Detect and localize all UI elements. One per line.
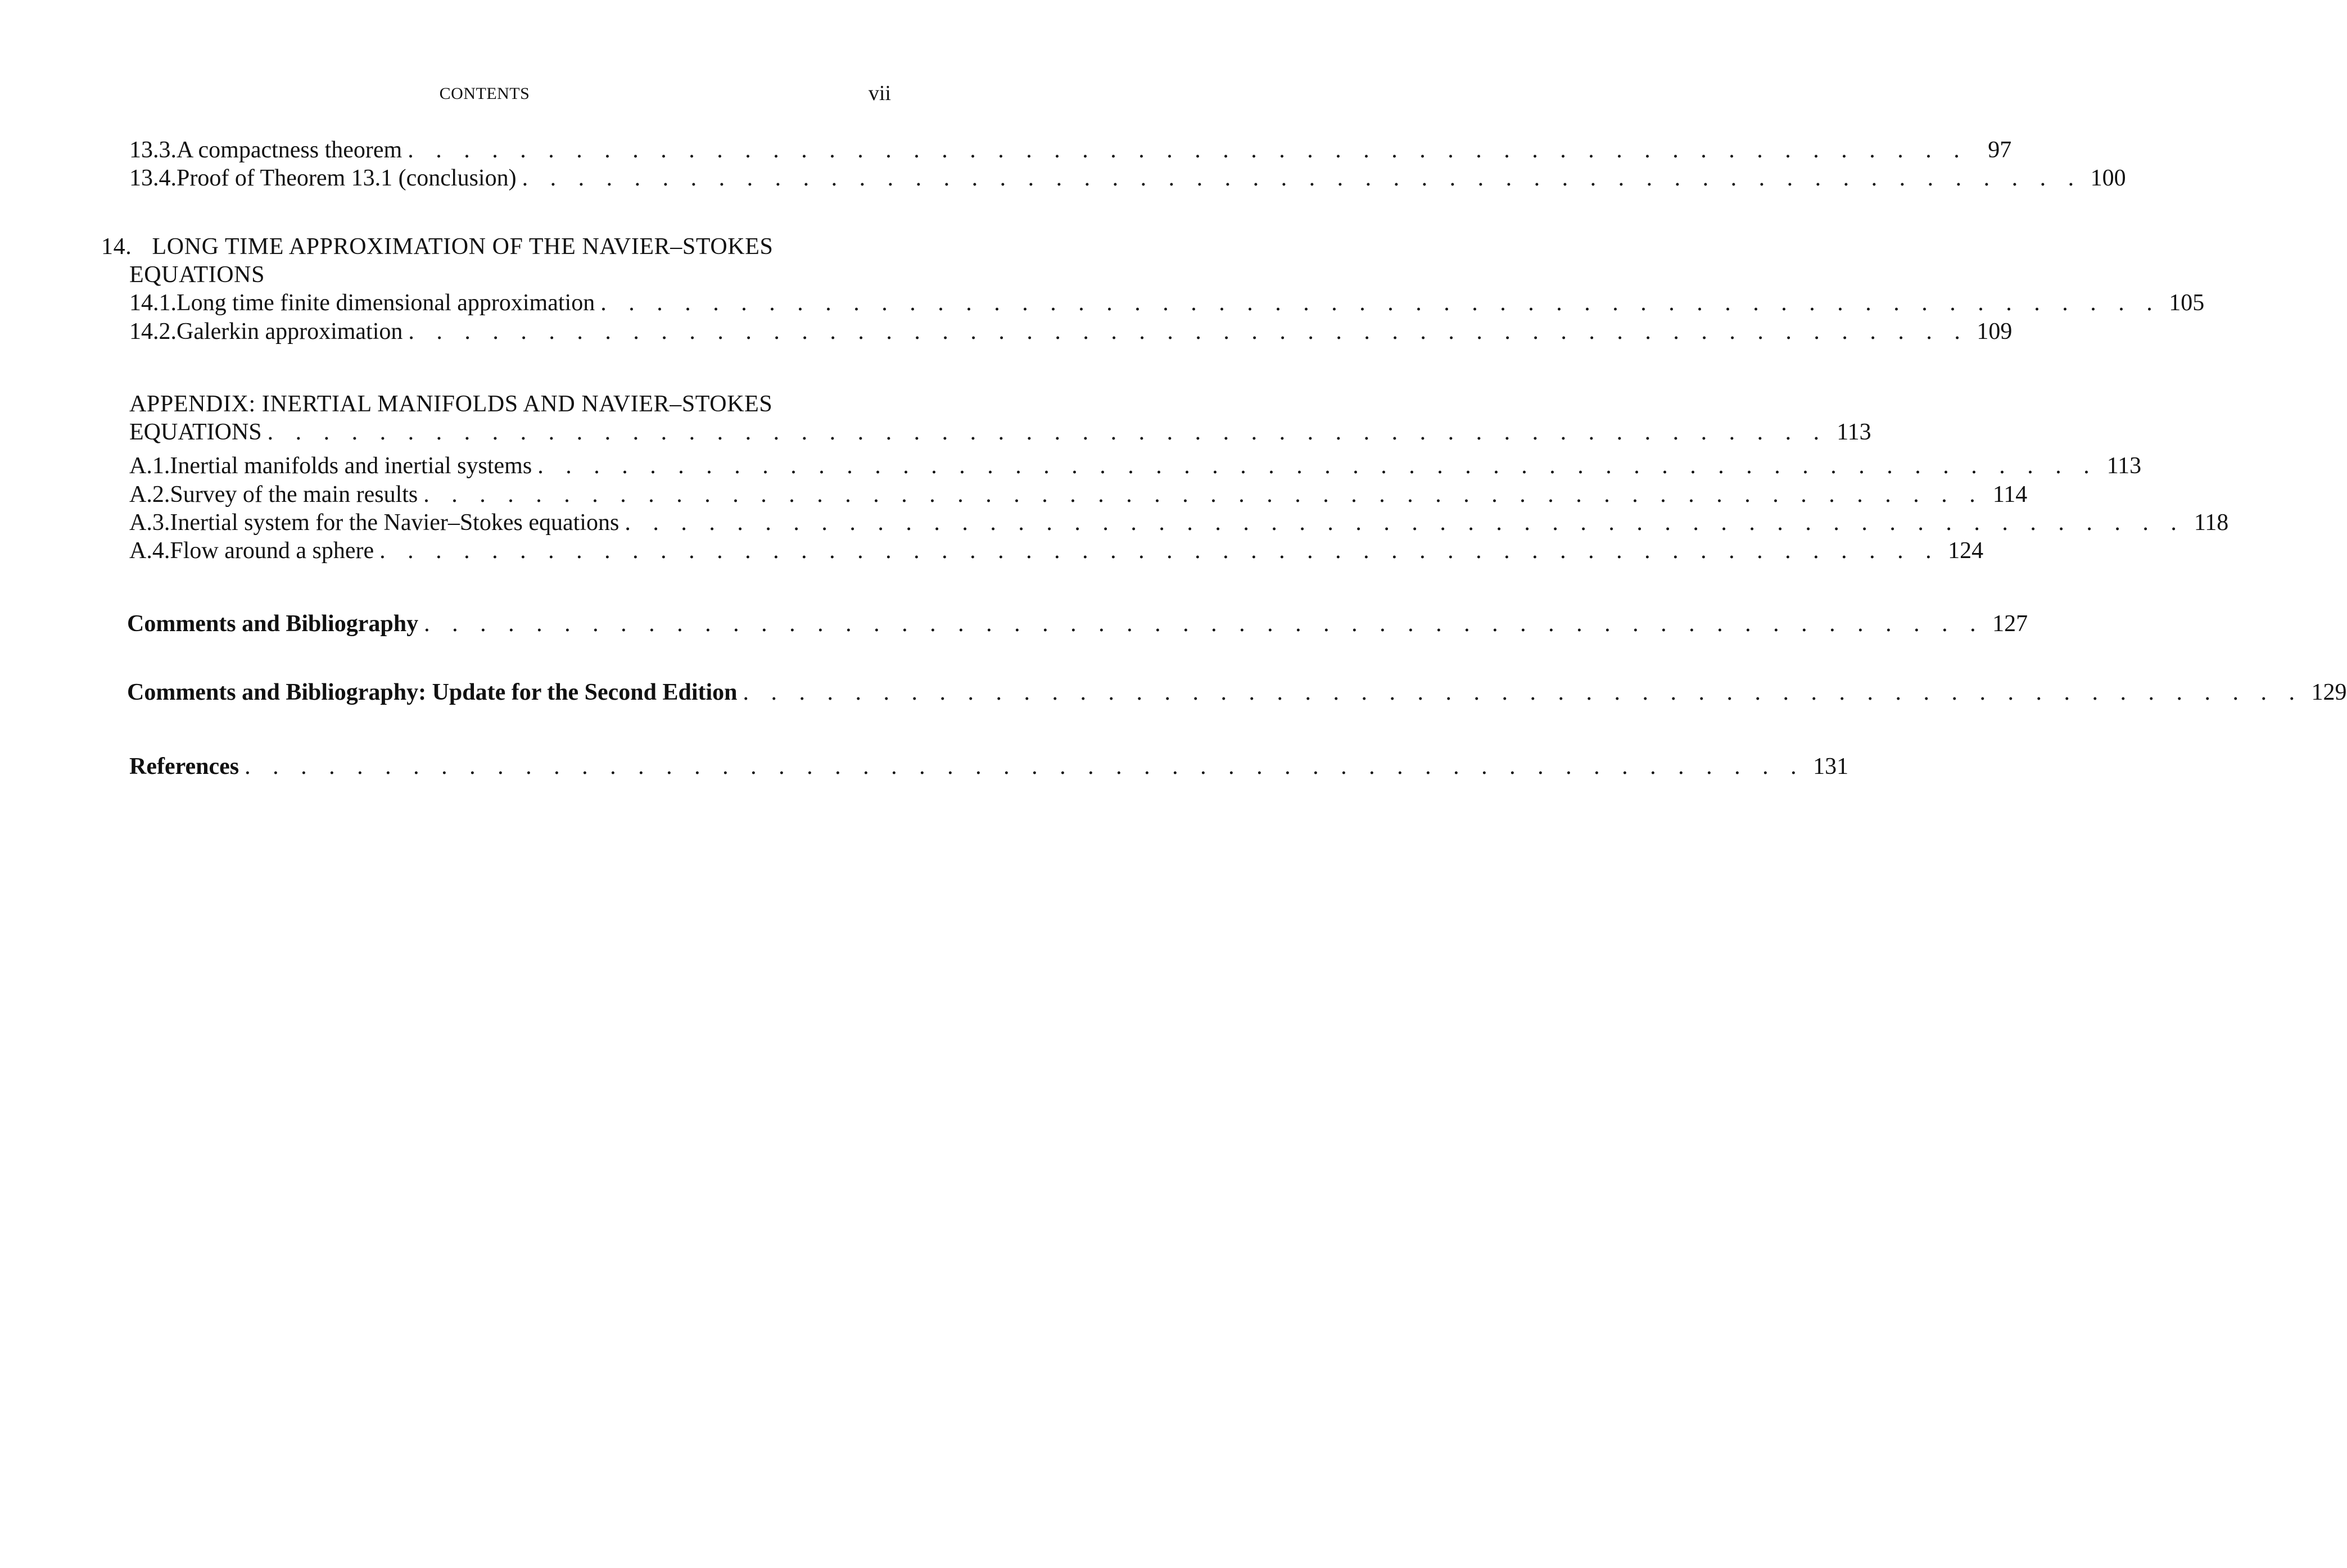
section-page: 100 <box>2090 165 2126 191</box>
section-number: A.3. <box>129 510 170 536</box>
leader-dots: . . . . . . . . . . . . . . . . . . . . . . . . . . . . . . . . . . . . . . . . . . . . . . . . . . . . . . . . <box>537 453 2098 479</box>
running-title: CONTENTS <box>439 84 530 103</box>
section-title: Long time finite dimensional approximation <box>177 290 595 316</box>
section-page: 124 <box>1948 538 1984 564</box>
section-title: Galerkin approximation <box>177 319 403 345</box>
section-title: Flow around a sphere <box>170 538 374 564</box>
appendix-title-line-1: APPENDIX: INERTIAL MANIFOLDS AND NAVIER–STOKES <box>129 391 773 417</box>
chapter-14-heading[interactable] <box>101 233 773 261</box>
appendix-heading-cont[interactable] <box>129 418 1871 446</box>
section-page: 114 <box>1992 482 2028 507</box>
leader-dots: . . . . . . . . . . . . . . . . . . . . . . . . . . . . . . . . . . . . . . . . . . . . . . . . . . . . . . . . <box>600 290 2161 316</box>
section-number: 14.2. <box>129 319 177 345</box>
section-title: Inertial manifolds and inertial systems <box>170 453 532 479</box>
appendix-title-line-2: EQUATIONS <box>129 419 262 445</box>
section-page: 131 <box>1813 754 1849 780</box>
section-title: Inertial system for the Navier–Stokes equations <box>170 510 619 536</box>
chapter-number: 14. <box>101 234 132 260</box>
leader-dots: . . . . . . . . . . . . . . . . . . . . . . . . . . . . . . . . . . . . . . . . . . . . . . . . . . . . . . . . <box>424 611 1984 637</box>
running-head <box>0 81 990 107</box>
section-number: A.1. <box>129 453 170 479</box>
leader-dots: . . . . . . . . . . . . . . . . . . . . . . . . . . . . . . . . . . . . . . . . . . . . . . . . . . . . . . . . <box>522 165 2082 191</box>
section-page: 129 <box>2311 679 2347 705</box>
toc-entry-references[interactable] <box>129 753 1849 781</box>
section-title: References <box>129 754 239 780</box>
section-title: Comments and Bibliography: Update for the Second Edition <box>127 679 738 705</box>
toc-entry-14-2[interactable] <box>129 318 2013 346</box>
chapter-14-heading-cont <box>129 261 265 289</box>
toc-entry-comments-update[interactable] <box>127 678 2347 706</box>
section-page: 127 <box>1992 611 2028 637</box>
toc-entry-13-4[interactable] <box>129 164 2126 192</box>
leader-dots: . . . . . . . . . . . . . . . . . . . . . . . . . . . . . . . . . . . . . . . . . . . . . . . . . . . . . . . . <box>408 137 1968 163</box>
section-number: 13.4. <box>129 165 177 191</box>
section-number: 14.1. <box>129 290 177 316</box>
section-title: A compactness theorem <box>177 137 403 163</box>
toc-entry-13-3[interactable] <box>129 136 2012 164</box>
page-number: vii <box>868 81 891 105</box>
section-page: 118 <box>2194 510 2229 536</box>
leader-dots: . . . . . . . . . . . . . . . . . . . . . . . . . . . . . . . . . . . . . . . . . . . . . . . . . . . . . . . . <box>408 319 1969 345</box>
toc-entry-a-1[interactable] <box>129 452 2142 480</box>
chapter-title-line-2: EQUATIONS <box>129 262 265 288</box>
section-title: Survey of the main results <box>170 482 418 507</box>
toc-entry-a-3[interactable] <box>129 509 2229 537</box>
section-number: A.2. <box>129 482 170 507</box>
chapter-title-line-1: LONG TIME APPROXIMATION OF THE NAVIER–STOKES <box>152 234 774 260</box>
leader-dots: . . . . . . . . . . . . . . . . . . . . . . . . . . . . . . . . . . . . . . . . . . . . . . . . . . . . . . . . <box>743 679 2303 705</box>
section-page: 105 <box>2169 290 2205 316</box>
section-page: 113 <box>2106 453 2142 479</box>
toc-entry-a-2[interactable] <box>129 481 2028 509</box>
section-page: 109 <box>1977 319 2013 345</box>
leader-dots: . . . . . . . . . . . . . . . . . . . . . . . . . . . . . . . . . . . . . . . . . . . . . . . . . . . . . . . . <box>245 754 1805 780</box>
section-number: A.4. <box>129 538 170 564</box>
section-page: 97 <box>1988 137 2012 163</box>
leader-dots: . . . . . . . . . . . . . . . . . . . . . . . . . . . . . . . . . . . . . . . . . . . . . . . . . . . . . . . . <box>379 538 1940 564</box>
appendix-heading[interactable] <box>129 390 772 418</box>
section-number: 13.3. <box>129 137 177 163</box>
section-title: Comments and Bibliography <box>127 611 419 637</box>
section-title: Proof of Theorem 13.1 (conclusion) <box>177 165 517 191</box>
toc-entry-14-1[interactable] <box>129 289 2205 317</box>
toc-entry-comments[interactable] <box>127 610 2028 638</box>
leader-dots: . . . . . . . . . . . . . . . . . . . . . . . . . . . . . . . . . . . . . . . . . . . . . . . . . . . . . . . . <box>625 510 2185 536</box>
appendix-page: 113 <box>1837 419 1871 445</box>
leader-dots: . . . . . . . . . . . . . . . . . . . . . . . . . . . . . . . . . . . . . . . . . . . . . . . . . . . . . . . . <box>423 482 1984 507</box>
toc-entry-a-4[interactable] <box>129 537 1984 565</box>
leader-dots: . . . . . . . . . . . . . . . . . . . . . . . . . . . . . . . . . . . . . . . . . . . . . . . . . . . . . . . . <box>267 419 1828 445</box>
